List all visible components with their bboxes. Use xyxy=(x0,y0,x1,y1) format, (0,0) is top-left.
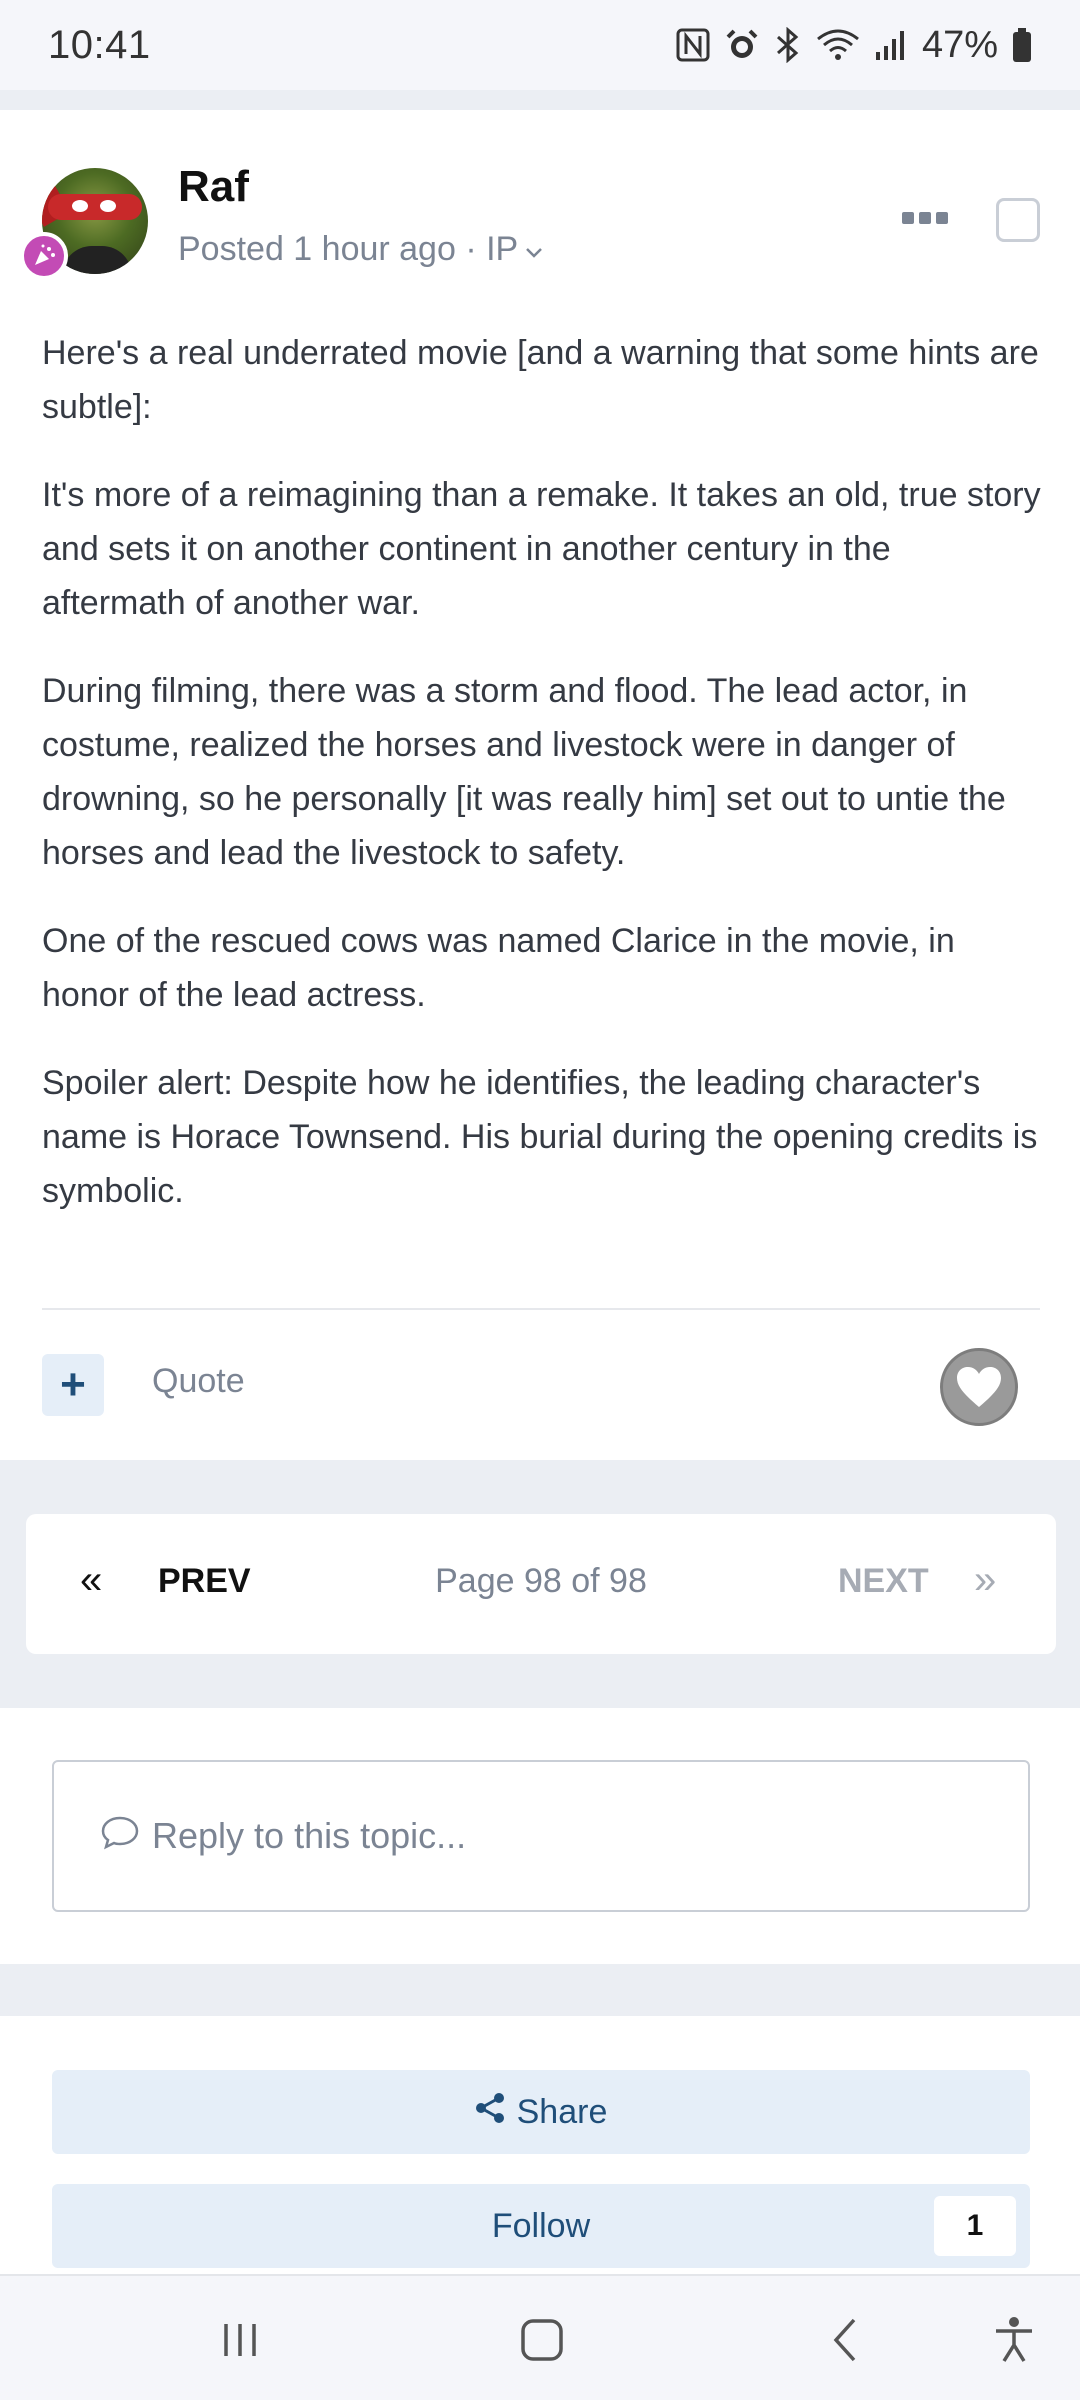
back-icon[interactable] xyxy=(816,2310,876,2370)
reply-section xyxy=(0,1708,1080,1964)
more-dot-3 xyxy=(936,212,948,224)
speech-bubble-icon xyxy=(100,1814,140,1859)
share-label: Share xyxy=(516,2092,608,2131)
nfc-icon xyxy=(676,28,710,62)
accessibility-icon[interactable] xyxy=(984,2310,1044,2370)
chevron-down-icon xyxy=(524,230,544,269)
double-chevron-right-icon: » xyxy=(974,1558,997,1602)
reply-placeholder: Reply to this topic... xyxy=(152,1815,467,1856)
system-nav-bar xyxy=(0,2274,1080,2400)
avatar-shirt xyxy=(62,246,132,274)
recent-apps-icon[interactable] xyxy=(210,2310,270,2370)
share-icon xyxy=(475,2092,507,2133)
status-bar xyxy=(0,0,1080,90)
rank-badge-icon xyxy=(20,232,68,280)
battery-label: 47% xyxy=(921,23,998,66)
post-meta-text: Posted 1 hour ago · IP xyxy=(178,230,519,268)
avatar-eye-left xyxy=(72,200,88,212)
status-time: 10:41 xyxy=(48,22,151,67)
status-gap xyxy=(0,90,1080,110)
signal-icon xyxy=(874,28,908,62)
quote-button[interactable]: Quote xyxy=(152,1362,245,1400)
prev-page-button[interactable]: PREV xyxy=(158,1562,251,1600)
post-paragraph: One of the rescued cows was named Clarice in the movie, in honor of the lead actress. xyxy=(42,922,955,1014)
author-avatar-wrap[interactable] xyxy=(42,168,148,274)
page-info[interactable]: Page 98 of 98 xyxy=(435,1562,647,1600)
actions-section xyxy=(0,2016,1080,2276)
post-divider xyxy=(42,1308,1040,1310)
post-body xyxy=(42,326,1042,1252)
reply-input[interactable] xyxy=(52,1760,1030,1912)
select-post-checkbox[interactable] xyxy=(996,198,1040,242)
multiquote-plus-button[interactable]: + xyxy=(42,1354,104,1416)
status-icons xyxy=(676,24,1032,67)
like-heart-icon[interactable] xyxy=(940,1348,1018,1426)
more-options-icon[interactable] xyxy=(902,206,948,230)
home-icon[interactable] xyxy=(512,2310,572,2370)
share-button[interactable] xyxy=(52,2070,1030,2154)
post-card xyxy=(0,110,1080,1460)
post-paragraph: It's more of a reimagining than a remake. It takes an old, true story and sets it on another continent in another century in the aftermath of another war. xyxy=(42,476,1041,622)
wifi-icon xyxy=(816,27,860,63)
follow-count-badge: 1 xyxy=(934,2196,1016,2256)
alarm-icon xyxy=(724,27,760,63)
post-paragraph: During filming, there was a storm and flood. The lead actor, in costume, realized the horses and livestock were in danger of drowning, so he personally [it was really him] set out to untie the horses and lead the livestock to safety. xyxy=(42,672,1006,872)
battery-icon xyxy=(1012,27,1032,63)
bluetooth-icon xyxy=(774,27,802,63)
follow-button[interactable] xyxy=(52,2184,1030,2268)
follow-label: Follow xyxy=(491,2206,591,2245)
avatar-eye-right xyxy=(100,200,116,212)
avatar-mask xyxy=(48,194,142,220)
double-chevron-left-icon[interactable]: « xyxy=(80,1558,103,1602)
author-name[interactable]: Raf xyxy=(178,162,249,211)
more-dot-1 xyxy=(902,212,914,224)
more-dot-2 xyxy=(919,212,931,224)
post-paragraph: Spoiler alert: Despite how he identifies, the leading character's name is Horace Townsend. His burial during the opening credits is symbolic. xyxy=(42,1064,1038,1210)
pagination xyxy=(26,1514,1056,1654)
post-paragraph: Here's a real underrated movie [and a warning that some hints are subtle]: xyxy=(42,334,1039,426)
post-meta[interactable] xyxy=(178,230,544,269)
next-page-button: NEXT xyxy=(838,1562,929,1600)
